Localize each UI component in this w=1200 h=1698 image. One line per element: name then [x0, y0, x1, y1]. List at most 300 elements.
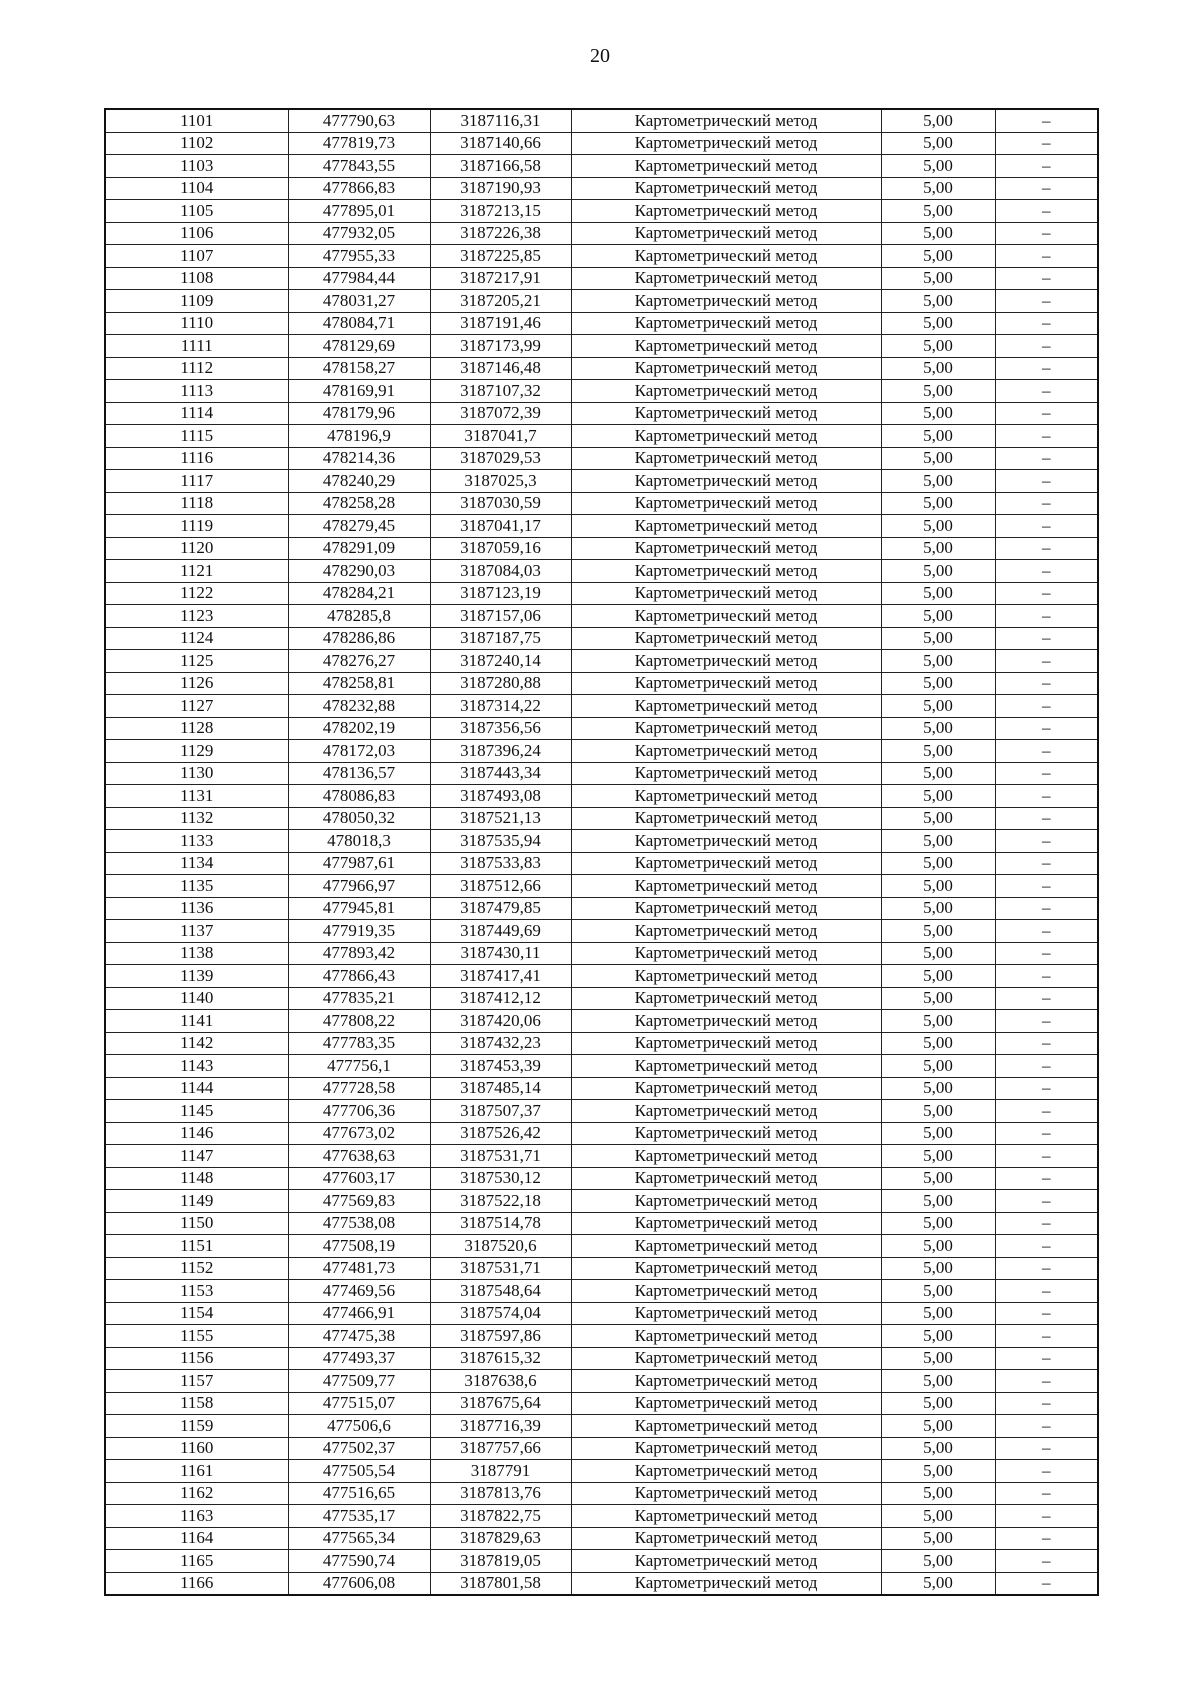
table-row — [105, 650, 1098, 673]
y-coordinate-cell: 3187314,22 — [430, 695, 571, 718]
accuracy-cell: 5,00 — [881, 1257, 995, 1280]
table-row — [105, 380, 1098, 403]
description-cell: – — [995, 515, 1098, 538]
description-cell: – — [995, 1212, 1098, 1235]
description-cell: – — [995, 1415, 1098, 1438]
table-row — [105, 425, 1098, 448]
accuracy-cell: 5,00 — [881, 1482, 995, 1505]
y-coordinate-cell: 3187520,6 — [430, 1235, 571, 1258]
accuracy-cell: 5,00 — [881, 650, 995, 673]
y-coordinate-cell: 3187029,53 — [430, 447, 571, 470]
y-coordinate-cell: 3187813,76 — [430, 1482, 571, 1505]
method-cell: Картометрический метод — [571, 965, 881, 988]
x-coordinate-cell: 477469,56 — [288, 1280, 430, 1303]
table-row — [105, 492, 1098, 515]
y-coordinate-cell: 3187514,78 — [430, 1212, 571, 1235]
y-coordinate-cell: 3187217,91 — [430, 267, 571, 290]
x-coordinate-cell: 478136,57 — [288, 762, 430, 785]
table-row — [105, 1505, 1098, 1528]
x-coordinate-cell: 478169,91 — [288, 380, 430, 403]
accuracy-cell: 5,00 — [881, 290, 995, 313]
method-cell: Картометрический метод — [571, 1347, 881, 1370]
accuracy-cell: 5,00 — [881, 1235, 995, 1258]
x-coordinate-cell: 477966,97 — [288, 875, 430, 898]
y-coordinate-cell: 3187757,66 — [430, 1437, 571, 1460]
point-number-cell: 1123 — [105, 605, 288, 628]
accuracy-cell: 5,00 — [881, 1325, 995, 1348]
accuracy-cell: 5,00 — [881, 312, 995, 335]
table-row — [105, 177, 1098, 200]
description-cell: – — [995, 965, 1098, 988]
method-cell: Картометрический метод — [571, 1235, 881, 1258]
point-number-cell: 1165 — [105, 1550, 288, 1573]
point-number-cell: 1151 — [105, 1235, 288, 1258]
coordinates-table-body — [105, 109, 1098, 1595]
method-cell: Картометрический метод — [571, 1010, 881, 1033]
table-row — [105, 1145, 1098, 1168]
description-cell: – — [995, 1302, 1098, 1325]
point-number-cell: 1159 — [105, 1415, 288, 1438]
description-cell: – — [995, 1370, 1098, 1393]
x-coordinate-cell: 477475,38 — [288, 1325, 430, 1348]
y-coordinate-cell: 3187507,37 — [430, 1100, 571, 1123]
table-row — [105, 1010, 1098, 1033]
method-cell: Картометрический метод — [571, 582, 881, 605]
y-coordinate-cell: 3187107,32 — [430, 380, 571, 403]
method-cell: Картометрический метод — [571, 312, 881, 335]
y-coordinate-cell: 3187432,23 — [430, 1032, 571, 1055]
accuracy-cell: 5,00 — [881, 1370, 995, 1393]
point-number-cell: 1125 — [105, 650, 288, 673]
y-coordinate-cell: 3187819,05 — [430, 1550, 571, 1573]
x-coordinate-cell: 478258,81 — [288, 672, 430, 695]
accuracy-cell: 5,00 — [881, 1460, 995, 1483]
method-cell: Картометрический метод — [571, 650, 881, 673]
table-row — [105, 447, 1098, 470]
point-number-cell: 1121 — [105, 560, 288, 583]
method-cell: Картометрический метод — [571, 762, 881, 785]
x-coordinate-cell: 478158,27 — [288, 357, 430, 380]
description-cell: – — [995, 470, 1098, 493]
method-cell: Картометрический метод — [571, 267, 881, 290]
x-coordinate-cell: 477919,35 — [288, 920, 430, 943]
table-row — [105, 762, 1098, 785]
method-cell: Картометрический метод — [571, 1280, 881, 1303]
description-cell: – — [995, 560, 1098, 583]
table-row — [105, 1482, 1098, 1505]
x-coordinate-cell: 477808,22 — [288, 1010, 430, 1033]
point-number-cell: 1162 — [105, 1482, 288, 1505]
table-row — [105, 200, 1098, 223]
y-coordinate-cell: 3187521,13 — [430, 807, 571, 830]
x-coordinate-cell: 478284,21 — [288, 582, 430, 605]
accuracy-cell: 5,00 — [881, 132, 995, 155]
method-cell: Картометрический метод — [571, 920, 881, 943]
description-cell: – — [995, 740, 1098, 763]
description-cell: – — [995, 1527, 1098, 1550]
description-cell: – — [995, 1482, 1098, 1505]
x-coordinate-cell: 478031,27 — [288, 290, 430, 313]
x-coordinate-cell: 478290,03 — [288, 560, 430, 583]
x-coordinate-cell: 477638,63 — [288, 1145, 430, 1168]
point-number-cell: 1147 — [105, 1145, 288, 1168]
table-row — [105, 605, 1098, 628]
method-cell: Картометрический метод — [571, 109, 881, 132]
x-coordinate-cell: 477955,33 — [288, 245, 430, 268]
point-number-cell: 1142 — [105, 1032, 288, 1055]
table-row — [105, 357, 1098, 380]
point-number-cell: 1129 — [105, 740, 288, 763]
description-cell: – — [995, 1257, 1098, 1280]
point-number-cell: 1120 — [105, 537, 288, 560]
table-row — [105, 1415, 1098, 1438]
table-row — [105, 312, 1098, 335]
x-coordinate-cell: 478196,9 — [288, 425, 430, 448]
y-coordinate-cell: 3187548,64 — [430, 1280, 571, 1303]
method-cell: Картометрический метод — [571, 492, 881, 515]
point-number-cell: 1103 — [105, 155, 288, 178]
method-cell: Картометрический метод — [571, 1212, 881, 1235]
accuracy-cell: 5,00 — [881, 875, 995, 898]
description-cell: – — [995, 447, 1098, 470]
description-cell: – — [995, 1167, 1098, 1190]
description-cell: – — [995, 1077, 1098, 1100]
description-cell: – — [995, 1550, 1098, 1573]
accuracy-cell: 5,00 — [881, 380, 995, 403]
description-cell: – — [995, 1145, 1098, 1168]
x-coordinate-cell: 477569,83 — [288, 1190, 430, 1213]
method-cell: Картометрический метод — [571, 852, 881, 875]
table-row — [105, 740, 1098, 763]
method-cell: Картометрический метод — [571, 1167, 881, 1190]
point-number-cell: 1146 — [105, 1122, 288, 1145]
y-coordinate-cell: 3187072,39 — [430, 402, 571, 425]
x-coordinate-cell: 478084,71 — [288, 312, 430, 335]
accuracy-cell: 5,00 — [881, 987, 995, 1010]
accuracy-cell: 5,00 — [881, 717, 995, 740]
point-number-cell: 1102 — [105, 132, 288, 155]
description-cell: – — [995, 1122, 1098, 1145]
point-number-cell: 1141 — [105, 1010, 288, 1033]
accuracy-cell: 5,00 — [881, 1347, 995, 1370]
description-cell: – — [995, 222, 1098, 245]
table-row — [105, 155, 1098, 178]
table-row — [105, 965, 1098, 988]
y-coordinate-cell: 3187526,42 — [430, 1122, 571, 1145]
table-row — [105, 1370, 1098, 1393]
method-cell: Картометрический метод — [571, 830, 881, 853]
method-cell: Картометрический метод — [571, 1392, 881, 1415]
accuracy-cell: 5,00 — [881, 965, 995, 988]
table-row — [105, 290, 1098, 313]
y-coordinate-cell: 3187417,41 — [430, 965, 571, 988]
point-number-cell: 1164 — [105, 1527, 288, 1550]
point-number-cell: 1101 — [105, 109, 288, 132]
method-cell: Картометрический метод — [571, 200, 881, 223]
x-coordinate-cell: 477932,05 — [288, 222, 430, 245]
x-coordinate-cell: 477987,61 — [288, 852, 430, 875]
accuracy-cell: 5,00 — [881, 109, 995, 132]
x-coordinate-cell: 477603,17 — [288, 1167, 430, 1190]
table-row — [105, 470, 1098, 493]
method-cell: Картометрический метод — [571, 1572, 881, 1595]
method-cell: Картометрический метод — [571, 1257, 881, 1280]
method-cell: Картометрический метод — [571, 1527, 881, 1550]
accuracy-cell: 5,00 — [881, 357, 995, 380]
point-number-cell: 1127 — [105, 695, 288, 718]
y-coordinate-cell: 3187531,71 — [430, 1257, 571, 1280]
point-number-cell: 1163 — [105, 1505, 288, 1528]
y-coordinate-cell: 3187638,6 — [430, 1370, 571, 1393]
method-cell: Картометрический метод — [571, 537, 881, 560]
x-coordinate-cell: 477835,21 — [288, 987, 430, 1010]
description-cell: – — [995, 1190, 1098, 1213]
y-coordinate-cell: 3187396,24 — [430, 740, 571, 763]
point-number-cell: 1139 — [105, 965, 288, 988]
x-coordinate-cell: 477843,55 — [288, 155, 430, 178]
method-cell: Картометрический метод — [571, 1190, 881, 1213]
point-number-cell: 1155 — [105, 1325, 288, 1348]
description-cell: – — [995, 109, 1098, 132]
accuracy-cell: 5,00 — [881, 672, 995, 695]
method-cell: Картометрический метод — [571, 425, 881, 448]
method-cell: Картометрический метод — [571, 1505, 881, 1528]
method-cell: Картометрический метод — [571, 447, 881, 470]
table-row — [105, 222, 1098, 245]
y-coordinate-cell: 3187187,75 — [430, 627, 571, 650]
table-row — [105, 987, 1098, 1010]
point-number-cell: 1148 — [105, 1167, 288, 1190]
point-number-cell: 1145 — [105, 1100, 288, 1123]
table-row — [105, 1437, 1098, 1460]
point-number-cell: 1156 — [105, 1347, 288, 1370]
table-row — [105, 537, 1098, 560]
x-coordinate-cell: 477606,08 — [288, 1572, 430, 1595]
y-coordinate-cell: 3187535,94 — [430, 830, 571, 853]
x-coordinate-cell: 477984,44 — [288, 267, 430, 290]
y-coordinate-cell: 3187191,46 — [430, 312, 571, 335]
y-coordinate-cell: 3187801,58 — [430, 1572, 571, 1595]
accuracy-cell: 5,00 — [881, 605, 995, 628]
y-coordinate-cell: 3187574,04 — [430, 1302, 571, 1325]
x-coordinate-cell: 478291,09 — [288, 537, 430, 560]
point-number-cell: 1154 — [105, 1302, 288, 1325]
y-coordinate-cell: 3187226,38 — [430, 222, 571, 245]
method-cell: Картометрический метод — [571, 1437, 881, 1460]
x-coordinate-cell: 478286,86 — [288, 627, 430, 650]
point-number-cell: 1138 — [105, 942, 288, 965]
point-number-cell: 1150 — [105, 1212, 288, 1235]
x-coordinate-cell: 477505,54 — [288, 1460, 430, 1483]
accuracy-cell: 5,00 — [881, 245, 995, 268]
y-coordinate-cell: 3187493,08 — [430, 785, 571, 808]
accuracy-cell: 5,00 — [881, 1527, 995, 1550]
method-cell: Картометрический метод — [571, 740, 881, 763]
point-number-cell: 1143 — [105, 1055, 288, 1078]
x-coordinate-cell: 477466,91 — [288, 1302, 430, 1325]
y-coordinate-cell: 3187420,06 — [430, 1010, 571, 1033]
table-row — [105, 672, 1098, 695]
table-row — [105, 1392, 1098, 1415]
accuracy-cell: 5,00 — [881, 267, 995, 290]
accuracy-cell: 5,00 — [881, 1280, 995, 1303]
accuracy-cell: 5,00 — [881, 335, 995, 358]
description-cell: – — [995, 1055, 1098, 1078]
method-cell: Картометрический метод — [571, 717, 881, 740]
x-coordinate-cell: 477509,77 — [288, 1370, 430, 1393]
table-row — [105, 1077, 1098, 1100]
x-coordinate-cell: 478086,83 — [288, 785, 430, 808]
point-number-cell: 1144 — [105, 1077, 288, 1100]
y-coordinate-cell: 3187412,12 — [430, 987, 571, 1010]
description-cell: – — [995, 897, 1098, 920]
x-coordinate-cell: 478018,3 — [288, 830, 430, 853]
method-cell: Картометрический метод — [571, 1032, 881, 1055]
x-coordinate-cell: 477506,6 — [288, 1415, 430, 1438]
table-row — [105, 582, 1098, 605]
x-coordinate-cell: 478050,32 — [288, 807, 430, 830]
method-cell: Картометрический метод — [571, 380, 881, 403]
x-coordinate-cell: 477866,83 — [288, 177, 430, 200]
y-coordinate-cell: 3187190,93 — [430, 177, 571, 200]
accuracy-cell: 5,00 — [881, 560, 995, 583]
description-cell: – — [995, 1392, 1098, 1415]
y-coordinate-cell: 3187084,03 — [430, 560, 571, 583]
y-coordinate-cell: 3187280,88 — [430, 672, 571, 695]
x-coordinate-cell: 478258,28 — [288, 492, 430, 515]
x-coordinate-cell: 478240,29 — [288, 470, 430, 493]
accuracy-cell: 5,00 — [881, 1190, 995, 1213]
table-row — [105, 1347, 1098, 1370]
description-cell: – — [995, 425, 1098, 448]
accuracy-cell: 5,00 — [881, 447, 995, 470]
method-cell: Картометрический метод — [571, 132, 881, 155]
accuracy-cell: 5,00 — [881, 762, 995, 785]
table-row — [105, 1257, 1098, 1280]
y-coordinate-cell: 3187030,59 — [430, 492, 571, 515]
description-cell: – — [995, 245, 1098, 268]
table-row — [105, 717, 1098, 740]
x-coordinate-cell: 477538,08 — [288, 1212, 430, 1235]
page-number: 20 — [590, 45, 610, 67]
description-cell: – — [995, 200, 1098, 223]
point-number-cell: 1126 — [105, 672, 288, 695]
table-row — [105, 1122, 1098, 1145]
accuracy-cell: 5,00 — [881, 1055, 995, 1078]
coordinates-table — [104, 108, 1099, 1596]
accuracy-cell: 5,00 — [881, 200, 995, 223]
y-coordinate-cell: 3187041,7 — [430, 425, 571, 448]
x-coordinate-cell: 477706,36 — [288, 1100, 430, 1123]
accuracy-cell: 5,00 — [881, 897, 995, 920]
point-number-cell: 1118 — [105, 492, 288, 515]
y-coordinate-cell: 3187443,34 — [430, 762, 571, 785]
x-coordinate-cell: 478279,45 — [288, 515, 430, 538]
point-number-cell: 1130 — [105, 762, 288, 785]
point-number-cell: 1128 — [105, 717, 288, 740]
point-number-cell: 1122 — [105, 582, 288, 605]
table-row — [105, 1100, 1098, 1123]
description-cell: – — [995, 132, 1098, 155]
x-coordinate-cell: 477895,01 — [288, 200, 430, 223]
point-number-cell: 1131 — [105, 785, 288, 808]
description-cell: – — [995, 807, 1098, 830]
accuracy-cell: 5,00 — [881, 852, 995, 875]
method-cell: Картометрический метод — [571, 785, 881, 808]
method-cell: Картометрический метод — [571, 560, 881, 583]
method-cell: Картометрический метод — [571, 357, 881, 380]
accuracy-cell: 5,00 — [881, 1167, 995, 1190]
point-number-cell: 1137 — [105, 920, 288, 943]
description-cell: – — [995, 852, 1098, 875]
x-coordinate-cell: 477508,19 — [288, 1235, 430, 1258]
point-number-cell: 1113 — [105, 380, 288, 403]
point-number-cell: 1114 — [105, 402, 288, 425]
description-cell: – — [995, 942, 1098, 965]
x-coordinate-cell: 477502,37 — [288, 1437, 430, 1460]
table-row — [105, 1212, 1098, 1235]
y-coordinate-cell: 3187791 — [430, 1460, 571, 1483]
table-row — [105, 695, 1098, 718]
point-number-cell: 1117 — [105, 470, 288, 493]
method-cell: Картометрический метод — [571, 335, 881, 358]
accuracy-cell: 5,00 — [881, 1302, 995, 1325]
y-coordinate-cell: 3187140,66 — [430, 132, 571, 155]
accuracy-cell: 5,00 — [881, 1550, 995, 1573]
description-cell: – — [995, 1325, 1098, 1348]
accuracy-cell: 5,00 — [881, 1505, 995, 1528]
method-cell: Картометрический метод — [571, 290, 881, 313]
method-cell: Картометрический метод — [571, 875, 881, 898]
description-cell: – — [995, 312, 1098, 335]
y-coordinate-cell: 3187530,12 — [430, 1167, 571, 1190]
description-cell: – — [995, 290, 1098, 313]
x-coordinate-cell: 477819,73 — [288, 132, 430, 155]
method-cell: Картометрический метод — [571, 672, 881, 695]
accuracy-cell: 5,00 — [881, 425, 995, 448]
table-row — [105, 627, 1098, 650]
table-row — [105, 852, 1098, 875]
table-row — [105, 245, 1098, 268]
table-row — [105, 1055, 1098, 1078]
table-row — [105, 920, 1098, 943]
point-number-cell: 1116 — [105, 447, 288, 470]
y-coordinate-cell: 3187213,15 — [430, 200, 571, 223]
description-cell: – — [995, 695, 1098, 718]
description-cell: – — [995, 537, 1098, 560]
table-row — [105, 1235, 1098, 1258]
y-coordinate-cell: 3187615,32 — [430, 1347, 571, 1370]
y-coordinate-cell: 3187531,71 — [430, 1145, 571, 1168]
method-cell: Картометрический метод — [571, 1302, 881, 1325]
accuracy-cell: 5,00 — [881, 830, 995, 853]
x-coordinate-cell: 478276,27 — [288, 650, 430, 673]
method-cell: Картометрический метод — [571, 1550, 881, 1573]
accuracy-cell: 5,00 — [881, 1032, 995, 1055]
point-number-cell: 1106 — [105, 222, 288, 245]
method-cell: Картометрический метод — [571, 1145, 881, 1168]
point-number-cell: 1105 — [105, 200, 288, 223]
point-number-cell: 1152 — [105, 1257, 288, 1280]
method-cell: Картометрический метод — [571, 245, 881, 268]
method-cell: Картометрический метод — [571, 1055, 881, 1078]
y-coordinate-cell: 3187157,06 — [430, 605, 571, 628]
point-number-cell: 1166 — [105, 1572, 288, 1595]
table-row — [105, 875, 1098, 898]
x-coordinate-cell: 478214,36 — [288, 447, 430, 470]
accuracy-cell: 5,00 — [881, 942, 995, 965]
method-cell: Картометрический метод — [571, 1460, 881, 1483]
